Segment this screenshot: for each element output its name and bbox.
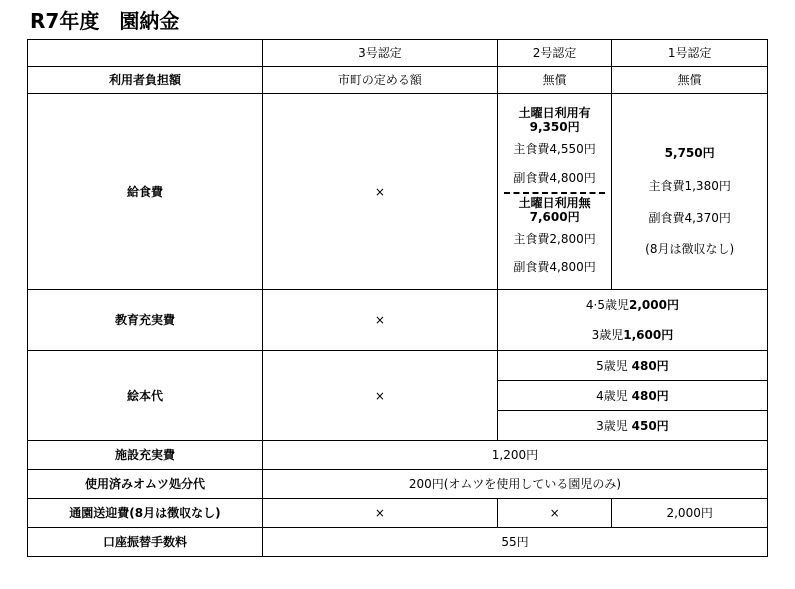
meal-cert-1 [612, 94, 768, 290]
book-age5-label: 5歳児 [596, 358, 632, 373]
meal-sat-on-total: 9,350円 [529, 119, 580, 134]
book-age4-value: 480円 [631, 388, 669, 403]
page-title: R7年度 園納金 [30, 9, 180, 33]
header-row [28, 40, 768, 67]
book-cert-3: × [262, 351, 497, 441]
header-cert-2: 2号認定 [497, 40, 611, 67]
facility-row [28, 441, 768, 470]
meal-sat-off-side: 副食費4,800円 [513, 259, 596, 274]
user-fee-cert-2: 無償 [497, 67, 611, 94]
header-cert-3: 3号認定 [262, 40, 497, 67]
meal-c1-total: 5,750円 [664, 145, 715, 160]
diaper-value: 200円 [408, 477, 444, 491]
edu-age3-value: 1,600円 [623, 328, 674, 342]
diaper-note: (オムツを使用している園児のみ) [443, 477, 622, 491]
meal-sat-on-block [498, 104, 611, 134]
book-age4 [497, 381, 767, 411]
user-fee-cert-1: 無償 [612, 67, 768, 94]
edu-age45-label: 4·5歳児 [585, 298, 629, 312]
user-fee-label: 利用者負担額 [28, 67, 263, 94]
diaper-label: 使用済みオムツ処分代 [28, 470, 263, 499]
meal-sat-off-staple: 主食費2,800円 [513, 231, 596, 246]
book-age3 [497, 411, 767, 441]
bank-row [28, 528, 768, 557]
header-cert-1: 1号認定 [612, 40, 768, 67]
meal-c1-staple: 主食費1,380円 [648, 178, 731, 193]
edu-label: 教育充実費 [28, 290, 263, 351]
user-fee-row [28, 67, 768, 94]
bus-cert-1: 2,000円 [612, 499, 768, 528]
bus-cert-3: × [262, 499, 497, 528]
meal-cert-3: × [262, 94, 497, 290]
meal-c1-side: 副食費4,370円 [648, 210, 731, 225]
fee-table [27, 39, 768, 557]
bus-cert-2: × [497, 499, 611, 528]
facility-value: 1,200円 [262, 441, 767, 470]
edu-age3 [498, 320, 767, 350]
bank-label: 口座振替手数料 [28, 528, 263, 557]
bus-label: 通園送迎費(8月は徴収なし) [28, 499, 263, 528]
book-age4-label: 4歳児 [596, 388, 632, 403]
facility-label: 施設充実費 [28, 441, 263, 470]
meal-cert-2 [497, 94, 611, 290]
edu-row [28, 290, 768, 351]
meal-c1-note: (8月は徴収なし) [645, 241, 735, 256]
diaper-row [28, 470, 768, 499]
edu-cert-3: × [262, 290, 497, 351]
meal-sat-off-block [498, 194, 611, 224]
meal-row [28, 94, 768, 290]
meal-label: 給食費 [28, 94, 263, 290]
edu-age45-value: 2,000円 [629, 298, 679, 312]
bank-value: 55円 [262, 528, 767, 557]
header-blank [28, 40, 263, 67]
edu-cert-12 [497, 290, 767, 351]
meal-sat-off-total: 7,600円 [529, 209, 580, 224]
book-age3-value: 450円 [631, 418, 669, 433]
diaper-cell [262, 470, 767, 499]
edu-age45 [498, 290, 767, 320]
meal-sat-off-title: 土曜日利用無 [518, 195, 591, 210]
book-label: 絵本代 [28, 351, 263, 441]
book-row-5 [28, 351, 768, 381]
meal-sat-on-side: 副食費4,800円 [504, 164, 605, 194]
book-age5-value: 480円 [631, 358, 669, 373]
edu-age3-label: 3歳児 [591, 328, 624, 342]
bus-row [28, 499, 768, 528]
meal-sat-on-title: 土曜日利用有 [518, 105, 591, 120]
book-age3-label: 3歳児 [596, 418, 632, 433]
user-fee-cert-3: 市町の定める額 [262, 67, 497, 94]
book-age5 [497, 351, 767, 381]
meal-sat-on-staple: 主食費4,550円 [513, 141, 596, 156]
